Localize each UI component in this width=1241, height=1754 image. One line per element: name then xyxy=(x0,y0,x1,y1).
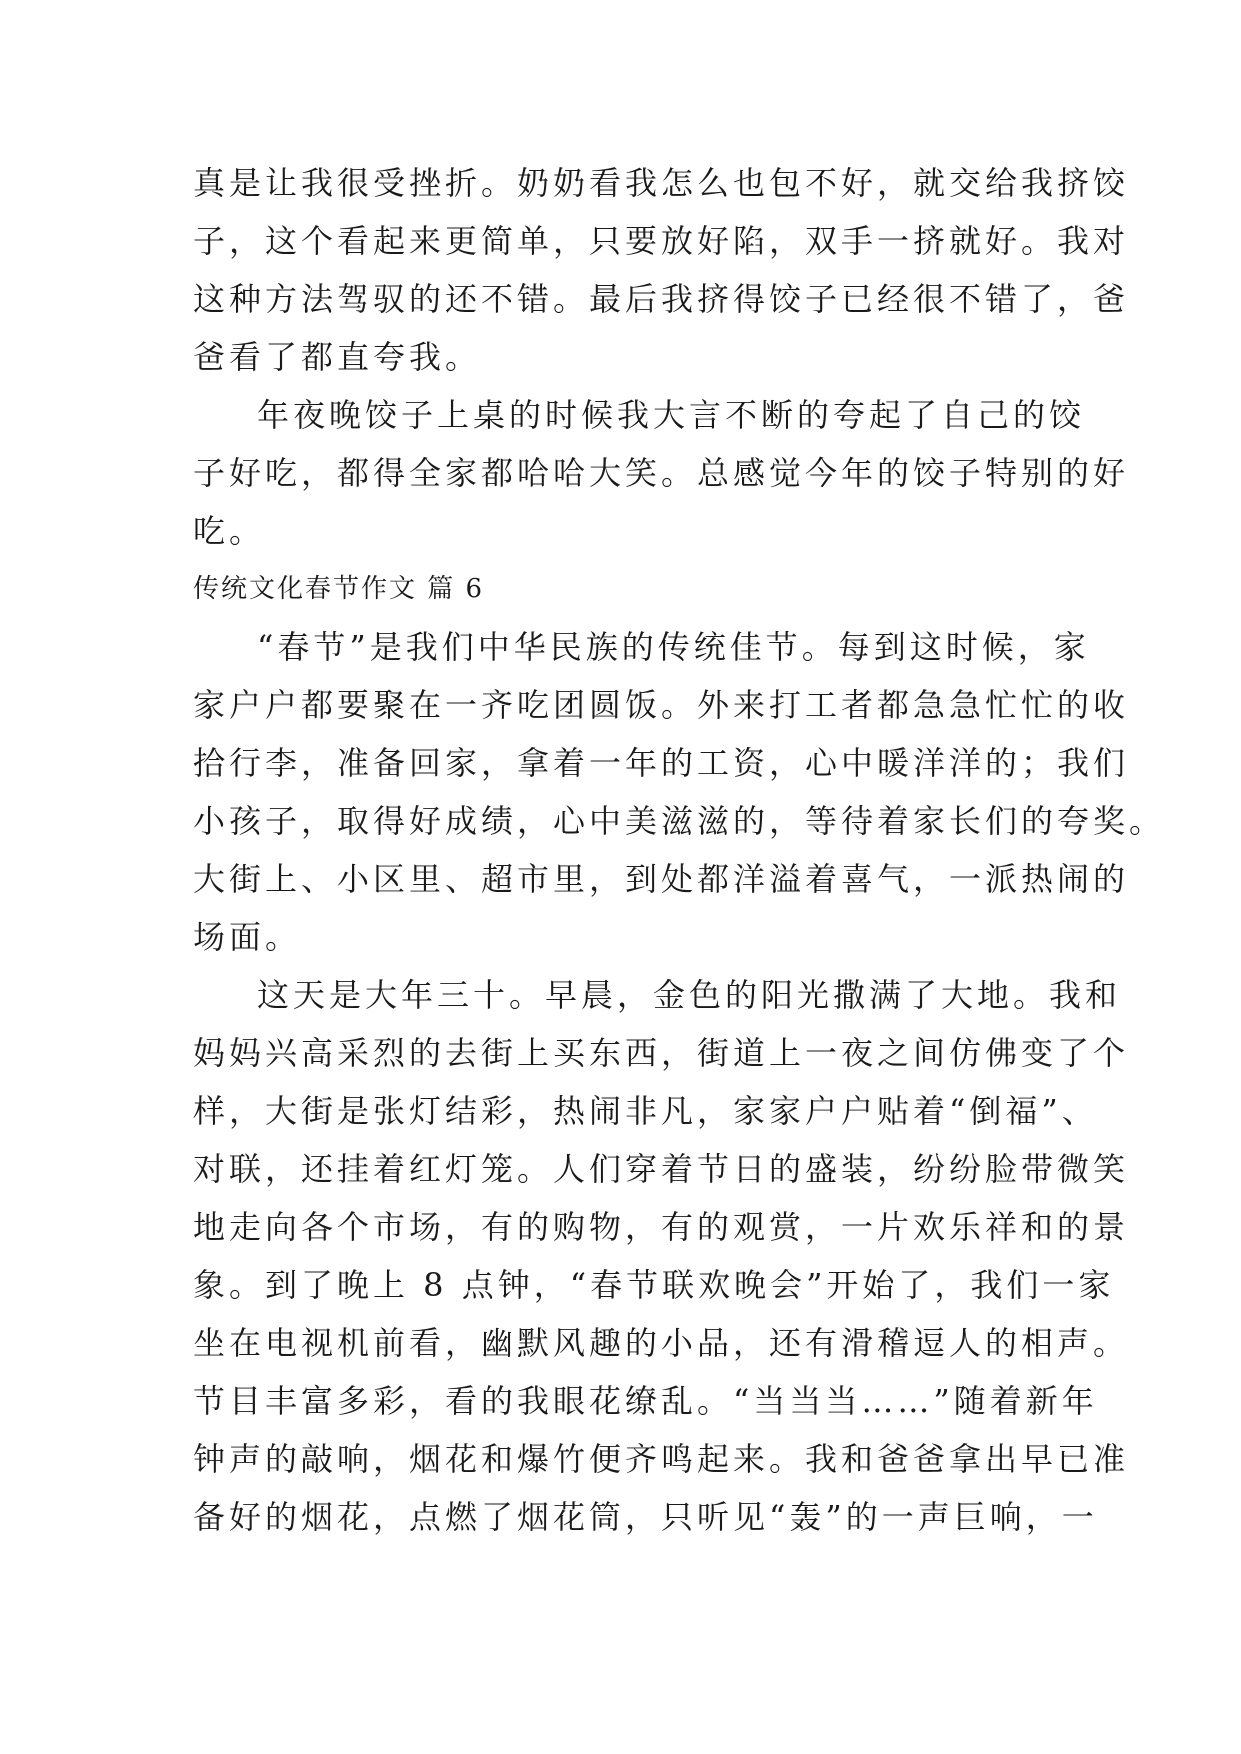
paragraph-line: 样，大街是张灯结彩，热闹非凡，家家户户贴着“倒福”、 xyxy=(193,1092,1098,1130)
paragraph-line: 拾行李，准备回家，拿着一年的工资，心中暖洋洋的；我们 xyxy=(193,744,1130,782)
paragraph-line: 妈妈兴高采烈的去街上买东西，街道上一夜之间仿佛变了个 xyxy=(193,1034,1130,1072)
paragraph-line: 这种方法驾驭的还不错。最后我挤得饺子已经很不错了，爸 xyxy=(193,280,1130,318)
paragraph-line: “春节”是我们中华民族的传统佳节。每到这时候，家 xyxy=(257,628,1090,666)
paragraph-line: 爸看了都直夸我。 xyxy=(193,338,482,376)
section-heading: 传统文化春节作文 篇 6 xyxy=(193,574,485,604)
paragraph-line: 真是让我很受挫折。奶奶看我怎么也包不好，就交给我挤饺 xyxy=(193,164,1130,202)
paragraph-line: 子，这个看起来更简单，只要放好陷，双手一挤就好。我对 xyxy=(193,222,1130,260)
paragraph-line: 家户户都要聚在一齐吃团圆饭。外来打工者都急急忙忙的收 xyxy=(193,686,1130,724)
paragraph-line: 这天是大年三十。早晨，金色的阳光撒满了大地。我和 xyxy=(257,976,1122,1014)
paragraph-line: 子好吃，都得全家都哈哈大笑。总感觉今年的饺子特别的好 xyxy=(193,454,1130,492)
paragraph-line: 对联，还挂着红灯笼。人们穿着节日的盛装，纷纷脸带微笑 xyxy=(193,1150,1130,1188)
paragraph-line: 吃。 xyxy=(193,512,266,550)
paragraph-line: 场面。 xyxy=(193,918,302,956)
paragraph-line: 坐在电视机前看，幽默风趣的小品，还有滑稽逗人的相声。 xyxy=(193,1324,1130,1362)
paragraph-line: 备好的烟花，点燃了烟花筒，只听见“轰”的一声巨响，一 xyxy=(193,1498,1098,1536)
paragraph-line: 钟声的敲响，烟花和爆竹便齐鸣起来。我和爸爸拿出早已准 xyxy=(193,1440,1130,1478)
paragraph-line: 小孩子，取得好成绩，心中美滋滋的，等待着家长们的夸奖。 xyxy=(193,802,1166,840)
paragraph-line: 年夜晚饺子上桌的时候我大言不断的夸起了自己的饺 xyxy=(257,396,1086,434)
paragraph-line: 象。到了晚上 8 点钟，“春节联欢晚会”开始了，我们一家 xyxy=(193,1266,1115,1304)
paragraph-line: 大街上、小区里、超市里，到处都洋溢着喜气，一派热闹的 xyxy=(193,860,1130,898)
paragraph-line: 地走向各个市场，有的购物，有的观赏，一片欢乐祥和的景 xyxy=(193,1208,1130,1246)
document-page xyxy=(193,154,1166,1546)
paragraph-line: 节目丰富多彩，看的我眼花缭乱。“当当当……”随着新年 xyxy=(193,1382,1098,1420)
